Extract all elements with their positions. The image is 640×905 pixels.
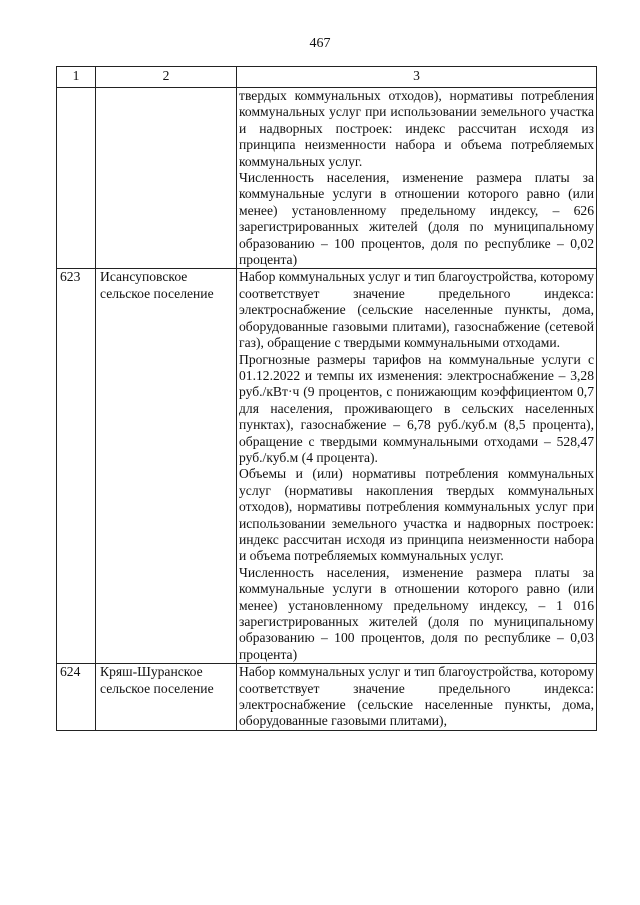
row-description xyxy=(237,664,597,731)
row-number: 623 xyxy=(57,269,96,664)
description-paragraph: Набор коммунальных услуг и тип благоустройства, которому соответствует значение предельного индекса: электроснабжение (сельские населенные пункты, дома, оборудованные газовыми плитами), xyxy=(239,664,594,729)
settlement-name: Кряш-Шуранское сельское поселение xyxy=(96,664,237,731)
row-number xyxy=(57,88,96,269)
row-description xyxy=(237,269,597,664)
column-header-2: 2 xyxy=(96,67,237,88)
table-row xyxy=(57,269,597,664)
row-description xyxy=(237,88,597,269)
table-row xyxy=(57,88,597,269)
settlement-name: Исансуповское сельское поселение xyxy=(96,269,237,664)
table-header-row xyxy=(57,67,597,88)
table-row xyxy=(57,664,597,731)
column-header-3: 3 xyxy=(237,67,597,88)
column-header-1: 1 xyxy=(57,67,96,88)
description-paragraph: Прогнозные размеры тарифов на коммунальные услуги с 01.12.2022 и темпы их изменения: электроснабжение – 3,28 руб./кВт·ч (9 процентов, с понижающим коэффициентом 0,7 для населения, проживающего в сельских населенных пунктах), газоснабжение – 6,78 руб./куб.м (8,5 процента), обращение с твердыми коммунальными отходами – 528,47 руб./куб.м (4 процента). xyxy=(239,351,594,465)
description-paragraph: Численность населения, изменение размера платы за коммунальные услуги в отношении которого равно (или менее) установленному предельному индексу, – 626 зарегистрированных жителей (доля по муниципальному образованию – 100 процентов, доля по республике – 0,02 процента) xyxy=(239,170,594,268)
description-paragraph: твердых коммунальных отходов), нормативы потребления коммунальных услуг при использовании земельного участка и надворных построек: индекс рассчитан исходя из принципа неизменности набора и объема потребляемых коммунальных услуг. xyxy=(239,88,594,169)
page-number: 467 xyxy=(309,36,331,51)
document-table xyxy=(56,66,597,731)
row-number: 624 xyxy=(57,664,96,731)
description-paragraph: Объемы и (или) нормативы потребления коммунальных услуг (нормативы накопления твердых коммунальных отходов), нормативы потребления коммунальных услуг при использовании земельного участка и надворных построек: индекс рассчитан исходя из принципа неизменности набора и объема потребляемых коммунальных услуг. xyxy=(239,466,594,564)
description-paragraph: Численность населения, изменение размера платы за коммунальные услуги в отношении которого равно (или менее) установленному предельному индексу, – 1 016 зарегистрированных жителей (доля по муниципальному образованию – 100 процентов, доля по республике – 0,03 процента) xyxy=(239,564,594,662)
settlement-name xyxy=(96,88,237,269)
description-paragraph: Набор коммунальных услуг и тип благоустройства, которому соответствует значение предельного индекса: электроснабжение (сельские населенные пункты, дома, оборудованные газовыми плитами), газоснабжение (сетевой газ), обращение с твердыми коммунальными отходами. xyxy=(239,269,594,351)
